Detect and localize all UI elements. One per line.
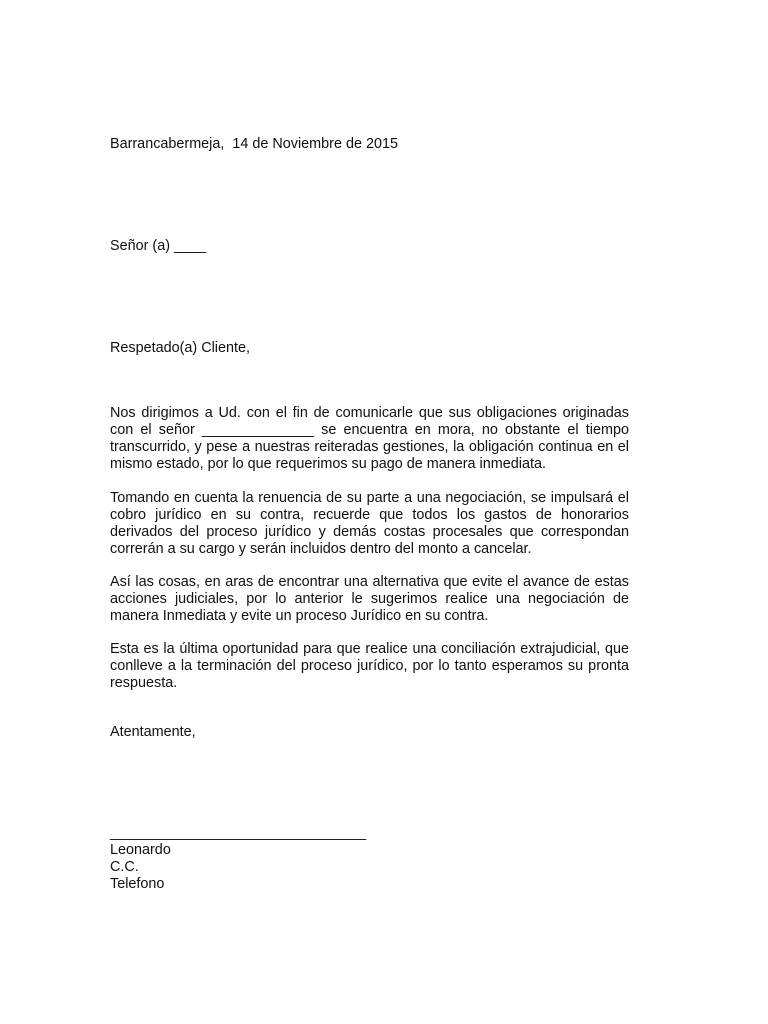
paragraph-1: Nos dirigimos a Ud. con el fin de comunicarle que sus obligaciones originadas con el señor ______________ se encuentra en mora, no obstante el tiempo transcurrido, y pese a nuestras reiteradas gestiones, la obligación continua en el mismo estado, por lo que requerimos su pago de manera inmediata. [110,405,629,472]
closing: Atentamente, [110,724,196,740]
paragraph-4: Esta es la última oportunidad para que realice una conciliación extrajudicial, que conlleve a la terminación del proceso jurídico, por lo tanto esperamos su pronta respuesta. [110,641,629,691]
signer-id: C.C. [110,859,139,875]
signer-name: Leonardo [110,842,171,858]
paragraph-3: Así las cosas, en aras de encontrar una alternativa que evite el avance de estas acciones judiciales, por lo anterior le sugerimos realice una negociación de manera Inmediata y evite un proceso Jurídico en su contra. [110,574,629,624]
signature-line: ________________________________ [110,825,367,841]
salutation: Respetado(a) Cliente, [110,340,250,356]
paragraph-2: Tomando en cuenta la renuencia de su parte a una negociación, se impulsará el cobro jurídico en su contra, recuerde que todos los gastos de honorarios derivados del proceso jurídico y demás costas procesales que correspondan correrán a su cargo y serán incluidos dentro del monto a cancelar. [110,490,629,557]
signature-block [110,842,171,893]
signer-phone: Telefono [110,876,165,892]
recipient-line: Señor (a) ____ [110,238,206,254]
date-line: Barrancabermeja, 14 de Noviembre de 2015 [110,136,398,152]
